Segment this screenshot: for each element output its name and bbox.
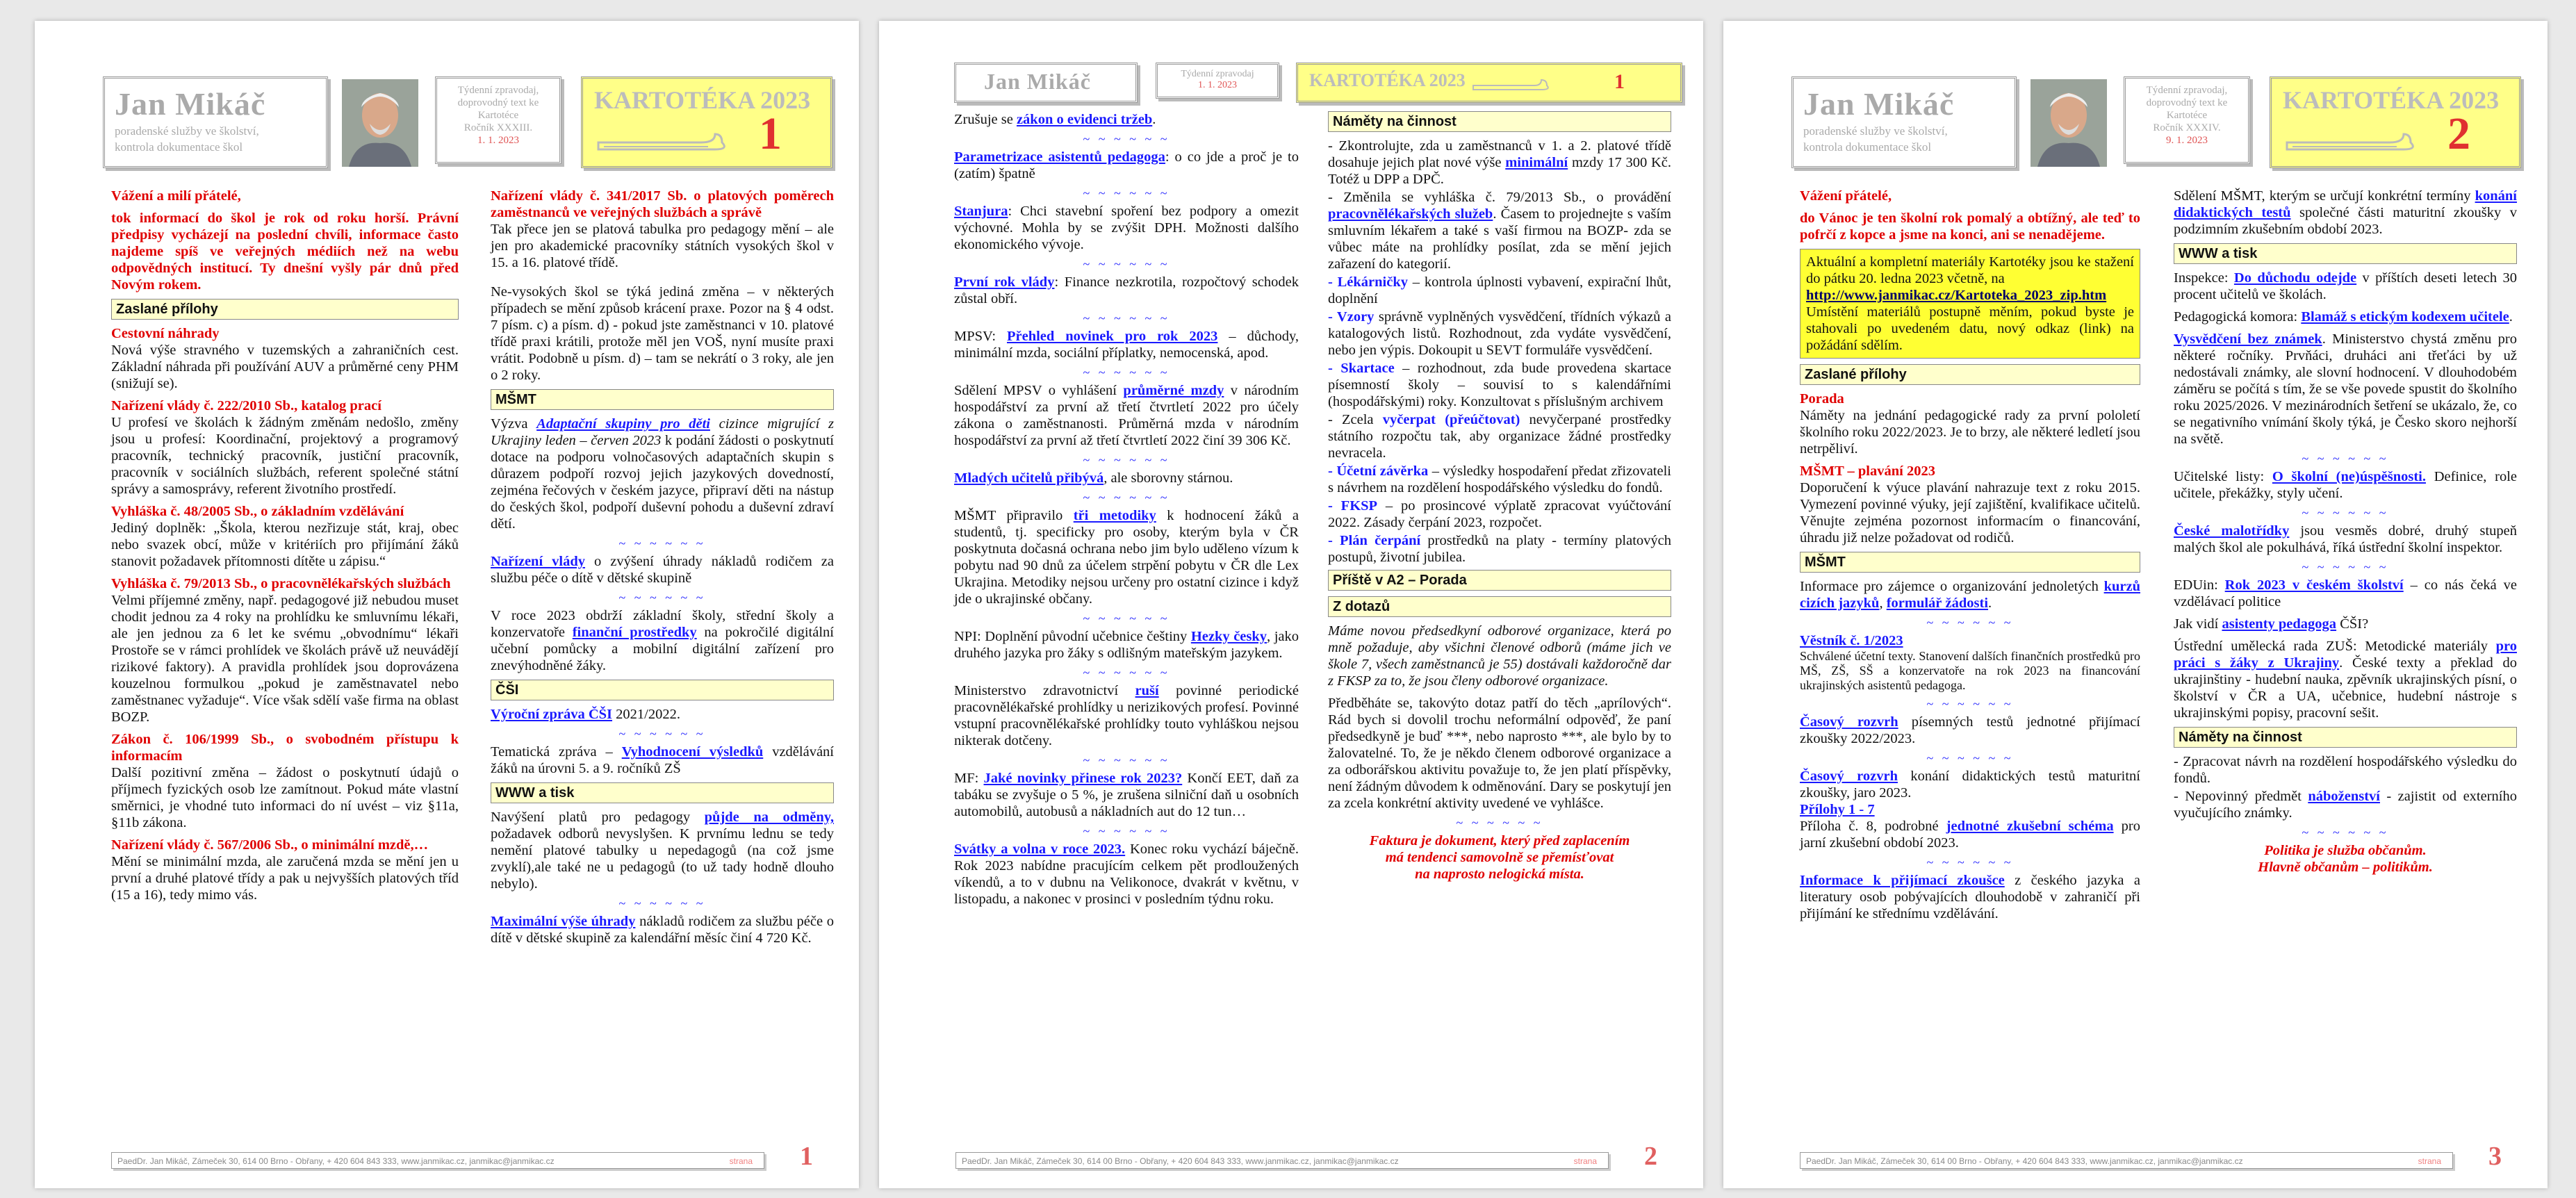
heading-106: Zákon č. 106/1999 Sb., o svobodném přístupu k informacím [111, 732, 459, 764]
separator: ~ ~ ~ ~ ~ ~ [1926, 697, 2014, 711]
mf-item [954, 770, 1299, 820]
text-341b: Ne-vysokých škol se týká jediná změna – v některých případech se mění způsob krácení praxe. Pozor na § 4 odst. 7 písm. c) a písm. d) - pokud jste zaměstnanci v 10. platové třídě praxi krátili, protože měl jen VOŠ, nyní musíte praxi vrátit. Podobně u písm. d) – tam se nekrátí o 3 roky, ale jen o 2 roky. [491, 284, 834, 383]
text-341a: Tak přece jen se platová tabulka pro pedagogy mění – ale jen pro akademické pracovníky státních vysokých škol v 15. a 16. platové třídě. [491, 222, 834, 270]
issue-info-line-3: Kartotéce [477, 110, 519, 121]
issue-info-line-1: Týdenní zpravodaj, [2146, 85, 2228, 96]
greeting: Vážení přátelé, [1800, 188, 1892, 204]
footer-text: PaedDr. Jan Mikáč, Zámeček 30, 614 00 Brno - Obřany, + 420 604 843 333, www.janmikac.cz, janmikac@janmikac.cz [117, 1156, 555, 1166]
text: z českého jazyka a literatury osob pobývajících dlouhodobě v zahraničí při přijímání ke střednímu vzdělávání. [1800, 873, 2140, 921]
separator: ~ ~ ~ ~ ~ ~ [2302, 452, 2389, 466]
npi-item [954, 628, 1299, 662]
rozvrh-1-link[interactable]: Časový rozvrh [1800, 714, 1898, 730]
namet-2 [2174, 788, 2517, 821]
text: Definice, role učitele, překážky, styly učení. [2174, 469, 2517, 501]
text: Zrušuje se [954, 112, 1017, 127]
text: : o co jde a proč je to (zatím) špatně [954, 149, 1299, 181]
www-6 [2174, 577, 2517, 610]
financni-prostredky-link[interactable]: finanční prostředky [572, 625, 697, 640]
card-file-icon [2286, 129, 2425, 152]
zakon-evidence-link[interactable]: zákon o evidenci tržeb [1016, 112, 1153, 127]
vzory-label: - Vzory [1328, 309, 1375, 325]
text: 2021/2022. [612, 707, 680, 722]
text: – výsledky hospodaření předat zřizovateli s návrhem na rozdělení hospodářského výsledku do fondů. [1328, 463, 1671, 495]
text: , ale sborovny stárnou. [1104, 470, 1233, 486]
maximalni-uhrada-link[interactable]: Maximální výše úhrady [491, 914, 636, 929]
author-box [954, 63, 1138, 103]
kartoteka-box [581, 76, 832, 168]
text-567: Mění se minimální mzda, ale zaručená mzda se mění jen u první a druhé platové třídy a pak u nejvyšších platových tříd (15 a 16), tedy mimo vás. [111, 854, 459, 903]
mladi-ucitele-item [954, 470, 1299, 486]
odmeny-link[interactable]: půjde na odměny, [704, 810, 834, 825]
vyrocni-zprava-link[interactable]: Výroční zpráva ČŠI [491, 707, 613, 722]
separator: ~ ~ ~ ~ ~ ~ [1083, 132, 1170, 146]
rok-2023-link[interactable]: Rok 2023 v českém školství [2224, 577, 2404, 593]
separator: ~ ~ ~ ~ ~ ~ [2302, 506, 2389, 520]
left-column [954, 111, 1299, 913]
metodiky-item [954, 507, 1299, 607]
author-box [103, 76, 328, 168]
text: . Časem to projednejte s vaším smluvním lékařem a také s vaší firmou na BOZP- zda se vůbec máte na prohlídky posílat, zda se mění jejich zařazení do kategorií. [1328, 206, 1671, 272]
heading-48: Vyhláška č. 48/2005 Sb., o základním vzdělávání [111, 504, 404, 519]
text: Jak vidí [2174, 616, 2222, 632]
right-column [2174, 188, 2517, 876]
parametrizace-item [954, 149, 1299, 182]
text: . Ministerstvo chystá změnu pro některé ročníky. Prvňáci, druháci ani třeťáci by už nedostávali známky, ale slovní hodnocení. V dlouhodobém záměru se počítá s tím, že se vše povede spustit do školního roku 2025/2026. V mezinárodních šetření se ukázalo, že, co se negativního vnímání školy týká, je Česko skoro nejhorší na světě. [2174, 331, 2518, 447]
issue-info-box [1156, 63, 1279, 99]
prijimaci-link[interactable]: Informace k přijímací zkoušce [1800, 873, 2005, 888]
prvni-rok-link[interactable]: První rok vlády [954, 274, 1055, 290]
download-text: Aktuální a kompletní materiály Kartotéky jsou ke stažení do pátku 20. ledna 2023 včetně, na [1806, 254, 2134, 286]
heading-cestovni: Cestovní náhrady [111, 326, 220, 341]
kurzy-link[interactable]: kurzů cizích jazyků [1800, 579, 2140, 611]
fksp-label: - FKSP [1328, 498, 1378, 514]
kurzy-item [1800, 578, 2140, 612]
issue-date: 1. 1. 2023 [477, 135, 519, 146]
text: Končí EET, daň za tabáku se zvyšuje o 5 %, je zrušena silniční daň u osobních automobilů, autobusů a nákladních aut do 12 tun… [954, 771, 1299, 819]
vestnik-text: Schválené účetní texty. Stanovení dalších finančních prostředků pro MŠ, ZŠ, SŠ a konzervatoře na rok 2023 na financování ukrajinských asistentů pedagoga. [1800, 649, 2140, 692]
author-box [1791, 76, 2017, 168]
vysvedceni-link[interactable]: Vysvědčení bez známek [2174, 331, 2322, 347]
footer-label: strana [729, 1156, 753, 1166]
priloha-8-item [1800, 818, 2140, 851]
issue-number: 2 [2447, 108, 2470, 159]
ukrajina-link[interactable]: pro práci s žáky z Ukrajiny [2174, 639, 2517, 671]
section-pristi: Příště v A2 – Porada [1328, 570, 1671, 591]
separator: ~ ~ ~ ~ ~ ~ [618, 727, 706, 741]
text: Sdělení MPSV o vyhlášení [954, 383, 1124, 398]
stanjura-link[interactable]: Stanjura [954, 204, 1008, 219]
separator: ~ ~ ~ ~ ~ ~ [1926, 616, 2014, 630]
author-subtitle-1: poradenské služby ve školství, [1803, 124, 1948, 138]
text-222: U profesí ve školách k žádným změnám nedošlo, změny jsou u profesí: Koordinační, projektový a programový pracovník, technický pracovník, justiční pracovník, pracovník v sociálních službách, referent společné státní správy a samosprávy, referent životního prostředí. [111, 415, 459, 497]
text: v národním hospodářství za první až třetí čtvrtletí 2022 pro účely zákona o zaměstnanosti. Průměrná mzda v národním hospodářství za první až třetí čtvrtletí 2022 činí 39 306 Kč. [954, 383, 1299, 448]
svatky-link[interactable]: Svátky a volna v roce 2023. [954, 842, 1126, 857]
didakticke-testy-link[interactable]: konání didaktických testů [2174, 188, 2517, 220]
text: Ministerstvo zdravotnictví [954, 683, 1135, 698]
download-link[interactable]: http://www.janmikac.cz/Kartoteka_2023_zip.htm [1806, 288, 2107, 303]
section-csi: ČŠI [491, 680, 834, 700]
text: Informace pro zájemce o organizování jednoletých [1800, 579, 2104, 594]
quote-line-3: na naprosto nelogická místa. [1415, 867, 1584, 882]
separator: ~ ~ ~ ~ ~ ~ [1083, 366, 1170, 379]
heading-plavani: MŠMT – plavání 2023 [1800, 463, 1935, 479]
prumerne-mzdy-link[interactable]: průměrné mzdy [1123, 383, 1224, 398]
left-column [111, 188, 459, 909]
issue-number: 1 [1614, 70, 1625, 93]
text: v příštích deseti letech 30 procent učitelů ve školách. [2174, 270, 2517, 302]
text: prostředků na platy - termíny platových postupů, životní jubilea. [1328, 533, 1671, 565]
separator: ~ ~ ~ ~ ~ ~ [1083, 186, 1170, 200]
namet-6 [1328, 411, 1671, 461]
narizeni-vlady-item [491, 553, 834, 586]
text-48: Jediný doplněk: „Škola, kterou nezřizuje stát, kraj, obec nebo svazek obcí, může v kritériích pro přijímání žáků stanovit požadavek přítomnosti dítěte u zápisu.“ [111, 520, 459, 569]
www-7 [2174, 616, 2517, 632]
intro-text: do Vánoc je ten školní rok pomalý a obtížný, ale teď to pofrčí z kopce a jsme na konci, ani se nenadějeme. [1800, 211, 2140, 243]
text: V roce 2023 obdrží základní školy, střední školy a konzervatoře [491, 608, 834, 640]
namet-3 [1328, 274, 1671, 307]
www-2 [2174, 309, 2517, 325]
nabozenstvi-link[interactable]: náboženství [2308, 789, 2380, 804]
text: . České texty a překlad do ukrajinštiny - hudební nauka, zpěvník ukrajinských písní, o školství v ČR a UA, učebnice, hudební nástroje s ukrajinskými popisy, pracovní sešit. [2174, 655, 2517, 721]
text: – co nás čeká ve vzdělávací politice [2174, 577, 2517, 609]
author-name: Jan Mikáč [115, 86, 266, 122]
quote-line-1: Politika je služba občanům. [2264, 843, 2427, 858]
msmt-vyzva [491, 416, 834, 532]
separator: ~ ~ ~ ~ ~ ~ [618, 536, 706, 550]
section-zaslane-prilohy: Zaslané přílohy [111, 299, 459, 320]
separator: ~ ~ ~ ~ ~ ~ [1083, 453, 1170, 467]
intro-text: tok informací do škol je rok od roku horší. Právní předpisy vycházejí na poslední chvíli, informace často najdeme spíš ve veřejných médiích než na webu odpovědných institucí. Ty dnešní vyšly pár dnů před Novým rokem. [111, 211, 459, 293]
text: - Změnila se vyhláška č. 79/2013 Sb., o provádění [1328, 190, 1671, 205]
text: : Chci stavební spoření bez podpory a omezit výchovné. Mohla by se zvýšit DPH. Možnosti dalšího ekonomického vývoje. [954, 204, 1299, 252]
text: pro jarní zkušební období 2023. [1800, 819, 2141, 851]
rusi-link[interactable]: ruší [1135, 683, 1159, 698]
footer [1800, 1152, 2453, 1169]
text: povinné periodické pracovnělékařské prohlídky u nerizikových profesí. Povinné vstupní pracovnělékařské prohlídky touto vyhláškou nejsou nikterak dotčeny. [954, 683, 1299, 748]
namet-4 [1328, 309, 1671, 359]
issue-info-line-2: doprovodný text ke [2146, 97, 2228, 108]
www-5 [2174, 523, 2517, 556]
text: správně vyplněných vysvědčení, třídních výkazů a katalogových listů. Rozhodnout, zda vydáte vysvědčení, nebo jen výpis. Dokoupit u SEVT formuláře vysvědčení. [1328, 309, 1671, 358]
heading-341: Nařízení vlády č. 341/2017 Sb. o platových poměrech zaměstnanců ve veřejných službách a správě [491, 188, 834, 220]
issue-date: 9. 1. 2023 [2166, 135, 2208, 146]
issue-info-box [2124, 76, 2250, 164]
page-header-compact [954, 63, 1682, 104]
formular-link[interactable]: formulář žádosti [1886, 596, 1989, 611]
mladi-ucitele-link[interactable]: Mladých učitelů přibývá [954, 470, 1104, 486]
rozvrh-2-item [1800, 768, 2140, 801]
vyhodnoceni-link[interactable]: Vyhodnocení výsledků [621, 744, 764, 760]
separator: ~ ~ ~ ~ ~ ~ [1083, 612, 1170, 625]
kartoteka-box [2270, 76, 2521, 168]
heading-222: Nařízení vlády č. 222/2010 Sb., katalog prací [111, 398, 382, 413]
text: , [1879, 596, 1887, 611]
page-header [103, 76, 832, 170]
portrait-image [2031, 79, 2107, 167]
text: požadavek odborů nevyslyšen. K prvnímu lednu se tedy nemění platové tabulky u nepedagogů (na což jsme zvyklí),ale také ne u pedagogů (to už tady hodně dlouho nebylo). [491, 826, 834, 892]
text: k hodnocení žáků a studentů, tj. specificky pro osoby, kterým byla v ČR poskytnuta dočasná ochrana nebo jim bylo uděleno vízum k pobytu nad 90 dnů za účelem strpění pobytu v ČR dle Lex Ukrajina. Metodiky nejsou určeny pro ostatní cizince i když jde o ukrajinské občany. [954, 508, 1299, 607]
issue-info-line-1: Týdenní zpravodaj [1181, 69, 1254, 79]
text: - zajistit od externího vyučujícího známky. [2174, 789, 2517, 821]
text: NPI: Doplnění původní učebnice češtiny [954, 629, 1191, 644]
text: - Nepovinný předmět [2174, 789, 2308, 804]
text: Učitelské listy: [2174, 469, 2272, 484]
issue-date: 1. 1. 2023 [1198, 80, 1237, 90]
svatky-item [954, 841, 1299, 908]
text-106: Další pozitivní změna – žádost o poskytnutí údajů o příjmech fyzických osob lze zamítnout. Pokud máte vlastní směrnici, je vhodné tuto informaci do ní uvést – viz §11a, §11b zákona. [111, 765, 459, 830]
prijimaci-item [1800, 872, 2140, 922]
text: konání didaktických testů maturitní zkoušky, jaro 2023. [1800, 769, 2140, 801]
text: , jako druhého jazyka pro žáky s odlišným mateřským jazykem. [954, 629, 1299, 661]
issue-info-line-4: Ročník XXXIII. [463, 122, 533, 133]
prvni-rok-item [954, 274, 1299, 307]
text: nákladů rodičem za službu péče o dítě v dětské skupině za kalendářní měsíc činí 4 720 Kč. [491, 914, 834, 946]
www-3 [2174, 331, 2517, 448]
www-1 [2174, 270, 2517, 303]
namet-8 [1328, 498, 1671, 531]
section-zaslane-prilohy: Zaslané přílohy [1800, 364, 2140, 385]
text-cestovni: Nová výše stravného v tuzemských a zahraničních cest. Základní náhrada při používání AUV a průměrné ceny PHM (snižují se). [111, 343, 459, 391]
separator: ~ ~ ~ ~ ~ ~ [1083, 666, 1170, 680]
page-number: 2 [1644, 1142, 1657, 1171]
author-photo [342, 79, 418, 167]
text: - Zkontrolujte, zda u zaměstnanců v 1. a 2. platové třídě dosahuje jejich plat nové výše [1328, 138, 1671, 170]
tri-metodiky-link[interactable]: tři metodiky [1073, 508, 1156, 523]
issue-info-line-3: Kartotéce [2166, 110, 2208, 121]
download-note: Umístění materiálů postupně měním, pokud byste je stahovali po uvedeném datu, nový odkaz (link) na požádání sdělím. [1806, 304, 2134, 353]
footer-text: PaedDr. Jan Mikáč, Zámeček 30, 614 00 Brno - Obřany, + 420 604 843 333, www.janmikac.cz, janmikac@janmikac.cz [1806, 1156, 2243, 1166]
footer-text: PaedDr. Jan Mikáč, Zámeček 30, 614 00 Brno - Obřany, + 420 604 843 333, www.janmikac.cz, janmikac@janmikac.cz [962, 1156, 1399, 1166]
kartoteka-title: KARTOTÉKA 2023 [1309, 70, 1466, 90]
heading-567: Nařízení vlády č. 567/2006 Sb., o minimální mzdě,… [111, 837, 429, 853]
kartoteka-title: KARTOTÉKA 2023 [2283, 86, 2500, 114]
separator: ~ ~ ~ ~ ~ ~ [1083, 753, 1170, 767]
author-name: Jan Mikáč [984, 69, 1091, 94]
text: – rozhodnout, zda bude provedena skartace písemností školy – souvisí to s kalendářními (hospodářskými) roky. Konzultovat s příslušným archivem [1328, 361, 1671, 409]
section-msmt: MŠMT [491, 389, 834, 410]
dotaz-answer: Předběháte se, takovýto dotaz patří do těch „aprílových“. Rád bych si dovolil trochu neformální odpověď, že paní předsedkyně je buď ***, nebo naprosto ***, ale bylo by to žalovatelné. To, že je někdo členem odborové organizace a za odborářskou aktivitu považuje to, že jen platí příspěvky, není žádným důvodem k odměnování. Dary se poskytují jen za zcela konkrétní aktivity uvedené ve vyhlášce. [1328, 696, 1671, 811]
text: Navýšení platů pro pedagogy [491, 810, 705, 825]
text: - Zcela [1328, 412, 1383, 427]
card-file-icon [1472, 77, 1555, 91]
section-namety: Náměty na činnost [2174, 727, 2517, 748]
maximalni-item [491, 913, 834, 946]
quote-line-2: Hlavně občanům – politikům. [2258, 860, 2433, 875]
separator: ~ ~ ~ ~ ~ ~ [1083, 491, 1170, 504]
separator: ~ ~ ~ ~ ~ ~ [1926, 855, 2014, 869]
sdeleni-mpsv-item [954, 382, 1299, 449]
rozvrh-2-link[interactable]: Časový rozvrh [1800, 769, 1898, 784]
text: písemných testů jednotné přijímací zkoušky 2022/2023. [1800, 714, 2140, 746]
page-number: 1 [800, 1142, 813, 1171]
www-4 [2174, 468, 2517, 502]
www-8 [2174, 638, 2517, 721]
lekarnicky-label: - Lékárničky [1328, 274, 1408, 290]
separator: ~ ~ ~ ~ ~ ~ [2302, 560, 2389, 574]
namet-1: - Zpracovat návrh na rozdělení hospodářského výsledku do fondů. [2174, 754, 2517, 786]
stanjura-item [954, 203, 1299, 253]
page-1 [35, 21, 859, 1188]
tematicka-item [491, 744, 834, 777]
text: EDUin: [2174, 577, 2225, 593]
separator: ~ ~ ~ ~ ~ ~ [1083, 311, 1170, 325]
author-name: Jan Mikáč [1803, 86, 1955, 122]
issue-info-line-1: Týdenní zpravodaj, [457, 85, 539, 96]
page-2 [879, 21, 1703, 1188]
separator: ~ ~ ~ ~ ~ ~ [1926, 751, 2014, 765]
issue-info-line-2: doprovodný text ke [457, 97, 539, 108]
heading-porada: Porada [1800, 391, 1844, 407]
text: k podání žádosti o poskytnutí dotace na podporu volnočasových adaptačních skupin s důrazem podpoří rozvoj jejich jazykových dovedností, zejména řečových v českém jazyce, připraví děti na nástup do českých škol, podpoří duševní pohodu a duševní zdraví dětí. [491, 433, 834, 532]
author-subtitle-1: poradenské služby ve školství, [115, 124, 259, 138]
separator: ~ ~ ~ ~ ~ ~ [1083, 824, 1170, 838]
section-msmt: MŠMT [1800, 552, 2140, 573]
malotridky-link[interactable]: České malotřídky [2174, 523, 2290, 539]
text: . [1152, 112, 1156, 127]
narizeni-vlady-link[interactable]: Nařízení vlády [491, 554, 585, 569]
adaptacni-skupiny-link[interactable]: Adaptační skupiny pro děti [536, 416, 710, 432]
page-number: 3 [2488, 1142, 2502, 1171]
namet-9 [1328, 532, 1671, 566]
eticky-kodex-link[interactable]: Blamáž s etickým kodexem učitele [2301, 309, 2509, 325]
text: mzdy 17 300 Kč. Totéž u DPP a DPČ. [1328, 155, 1671, 187]
issue-number: 1 [759, 108, 782, 159]
rozvrh-1-item [1800, 714, 2140, 747]
text: jsou vesměs dobré, druhý stupeň malých škol ale pokulhává, říká ústřední školní inspektor. [2174, 523, 2517, 555]
kartoteka-box [1296, 63, 1682, 103]
author-subtitle-2: kontrola dokumentace škol [115, 140, 243, 154]
prilohy-link[interactable]: Přílohy 1 - 7 [1800, 802, 1875, 817]
text-79: Velmi příjemné změny, např. pedagogové již nebudou muset chodit jednou za 4 roky na prohlídku ke smluvnímu lékaři, ale jen jednou za 6 let ke svému „obvodnímu“ lékaři Prostoře se v rámci prohlídek ve školách právě už neuvádějí rizikové faktory). A pravidla prohlídek jsou doprovázena kouzelnou formulkou „pokud je zaměstnavatel nebo zaměstnanec vyžaduje“. Více však sdělí vaše firma na oblast BOZP. [111, 593, 459, 725]
text: ČŠI? [2336, 616, 2369, 632]
vestnik-link[interactable]: Věstník č. 1/2023 [1800, 633, 1903, 648]
text: Tematická zpráva – [491, 744, 622, 760]
text: . [1988, 596, 1992, 611]
ucetni-zaverka-label: - Účetní závěrka [1328, 463, 1429, 479]
text: Ústřední umělecká rada ZUŠ: Metodické materiály [2174, 639, 2496, 654]
mz-item [954, 682, 1299, 749]
page-header [1791, 76, 2521, 170]
author-photo [2031, 79, 2107, 167]
hezky-cesky-link[interactable]: Hezky česky [1190, 629, 1268, 644]
portrait-image [342, 79, 418, 167]
card-file-icon [597, 129, 736, 152]
right-column [1328, 111, 1671, 883]
text: Pedagogická komora: [2174, 309, 2302, 325]
prehled-novinek-link[interactable]: Přehled novinek pro rok 2023 [1006, 329, 1218, 344]
text: – po prosincové výplatě zpracovat vyúčtování 2022. Zásady čerpání 2023, rozpočet. [1328, 498, 1672, 530]
text: Příloha č. 8, podrobné [1800, 819, 1946, 834]
separator: ~ ~ ~ ~ ~ ~ [618, 591, 706, 605]
namet-2 [1328, 189, 1671, 272]
text: cizince migrující z Ukrajiny leden – červen 2023 [491, 416, 834, 448]
left-column [1800, 188, 2140, 928]
separator: ~ ~ ~ ~ ~ ~ [1456, 816, 1543, 830]
sdeleni-msmt-item [2174, 188, 2517, 238]
jake-novinky-link[interactable]: Jaké novinky přinese rok 2023? [983, 771, 1183, 786]
text-plavani: Doporučení k výuce plavání nahrazuje text z roku 2015. Vymezení povinné výuky, její zajištění, kvalifikace učitelů. Věnujte zejména pozornost informacím o financování, úhradu již nelze požadovat od rodičů. [1800, 480, 2140, 545]
text: MPSV: [954, 329, 1007, 344]
text: : Finance nezkrotila, rozpočtový schodek zůstal obří. [954, 274, 1299, 306]
footer-label: strana [2418, 1156, 2441, 1166]
kartoteka-title: KARTOTÉKA 2023 [594, 86, 811, 114]
section-www: WWW a tisk [491, 782, 834, 803]
separator: ~ ~ ~ ~ ~ ~ [1083, 257, 1170, 271]
right-column [491, 188, 834, 952]
author-subtitle-2: kontrola dokumentace škol [1803, 140, 1932, 154]
heading-79: Vyhláška č. 79/2013 Sb., o pracovnělékařských službách [111, 576, 451, 591]
neuspesnost-link[interactable]: O školní (ne)úspěšnosti. [2272, 469, 2426, 484]
text: . [2509, 309, 2513, 325]
text: Konec roku vychází báječně. Rok 2023 nabídne pracujícím celkem pět prodloužených víkendů, a to v dubnu na Velikonoce, dvakrát v květnu, v listopadu, a nakonec v prosinci v posledním týdnu roku. [954, 842, 1299, 907]
text: na pokročilé digitální učební pomůcky a mobilní digitální zařízení pro znevýhodněné žáky. [491, 625, 834, 673]
text: – kontrola úplnosti vybavení, expirační lhůt, doplnění [1328, 274, 1671, 306]
issue-info-box [435, 76, 561, 164]
mpsv-item [954, 328, 1299, 361]
text: vzdělávání žáků na úrovni 5. a 9. ročníků ZŠ [491, 744, 834, 776]
text: společné části maturitní zkoušky v podzimním zkušebním období 2023. [2174, 205, 2517, 237]
footer-label: strana [1573, 1156, 1597, 1166]
asistenti-link[interactable]: asistenty pedagoga [2222, 616, 2337, 632]
text: – důchody, minimální mzda, sociální příplatky, nemocenská, apod. [954, 329, 1299, 361]
text: nevyčerpané prostředky státního rozpočtu tak, aby organizace žádné prostředky nevracela. [1328, 412, 1671, 461]
pracovnelekarske-link[interactable]: pracovnělékařských služeb [1328, 206, 1493, 222]
text: MŠMT připravilo [954, 508, 1074, 523]
parametrizace-link[interactable]: Parametrizace asistentů pedagoga [954, 149, 1165, 165]
footer [955, 1152, 1609, 1169]
quote-line-2: má tendenci samovolně se přemísťovat [1385, 850, 1614, 865]
text-porada: Náměty na jednání pedagogické rady za první pololetí školního roku 2022/2023. Je to brzy, ale některé ledletí jsou netrpěliví. [1800, 408, 2140, 457]
text: o zvýšení úhrady nákladů rodičem za službu péče o dítě v dětské skupině [491, 554, 834, 586]
navyseni-item [491, 809, 834, 892]
text: Výzva [491, 416, 537, 432]
text: Inspekce: [2174, 270, 2234, 286]
plan-cerpani-label: - Plán čerpání [1328, 533, 1421, 548]
namet-7 [1328, 463, 1671, 496]
footer [111, 1152, 764, 1169]
quote-line-1: Faktura je dokument, který před zaplacením [1369, 833, 1630, 848]
namet-5 [1328, 360, 1671, 410]
csi-item [491, 706, 834, 723]
duchod-link[interactable]: Do důchodu odejde [2233, 270, 2357, 286]
text: MF: [954, 771, 984, 786]
text: Sdělení MŠMT, kterým se určují konkrétní termíny [2174, 188, 2475, 204]
zkusebni-schema-link[interactable]: jednotné zkušební schéma [1946, 819, 2114, 834]
separator: ~ ~ ~ ~ ~ ~ [2302, 826, 2389, 839]
dotaz-question: Máme novou předsedkyní odborové organizace, která po mně požaduje, aby všichni členové odborů (máme jich ve škole 7, všech zaměstnanců je 55) dostávali každoročně dar z FKSP za to, že jsou členy odborové organizace. [1328, 623, 1671, 689]
separator: ~ ~ ~ ~ ~ ~ [618, 896, 706, 910]
section-namety: Náměty na činnost [1328, 111, 1671, 132]
download-notice [1800, 249, 2140, 359]
namet-1 [1328, 138, 1671, 188]
section-z-dotazu: Z dotazů [1328, 596, 1671, 617]
page-3 [1723, 21, 2548, 1188]
minimalni-link[interactable]: minimální [1505, 155, 1568, 170]
section-www: WWW a tisk [2174, 243, 2517, 264]
vycerpat-label: vyčerpat (přeúčtovat) [1382, 412, 1520, 427]
eet-item [954, 111, 1299, 128]
issue-info-line-4: Ročník XXXIV. [2153, 122, 2221, 133]
greeting: Vážení a milí přátelé, [111, 188, 241, 204]
skartace-label: - Skartace [1328, 361, 1395, 376]
roce-2023-item [491, 607, 834, 674]
